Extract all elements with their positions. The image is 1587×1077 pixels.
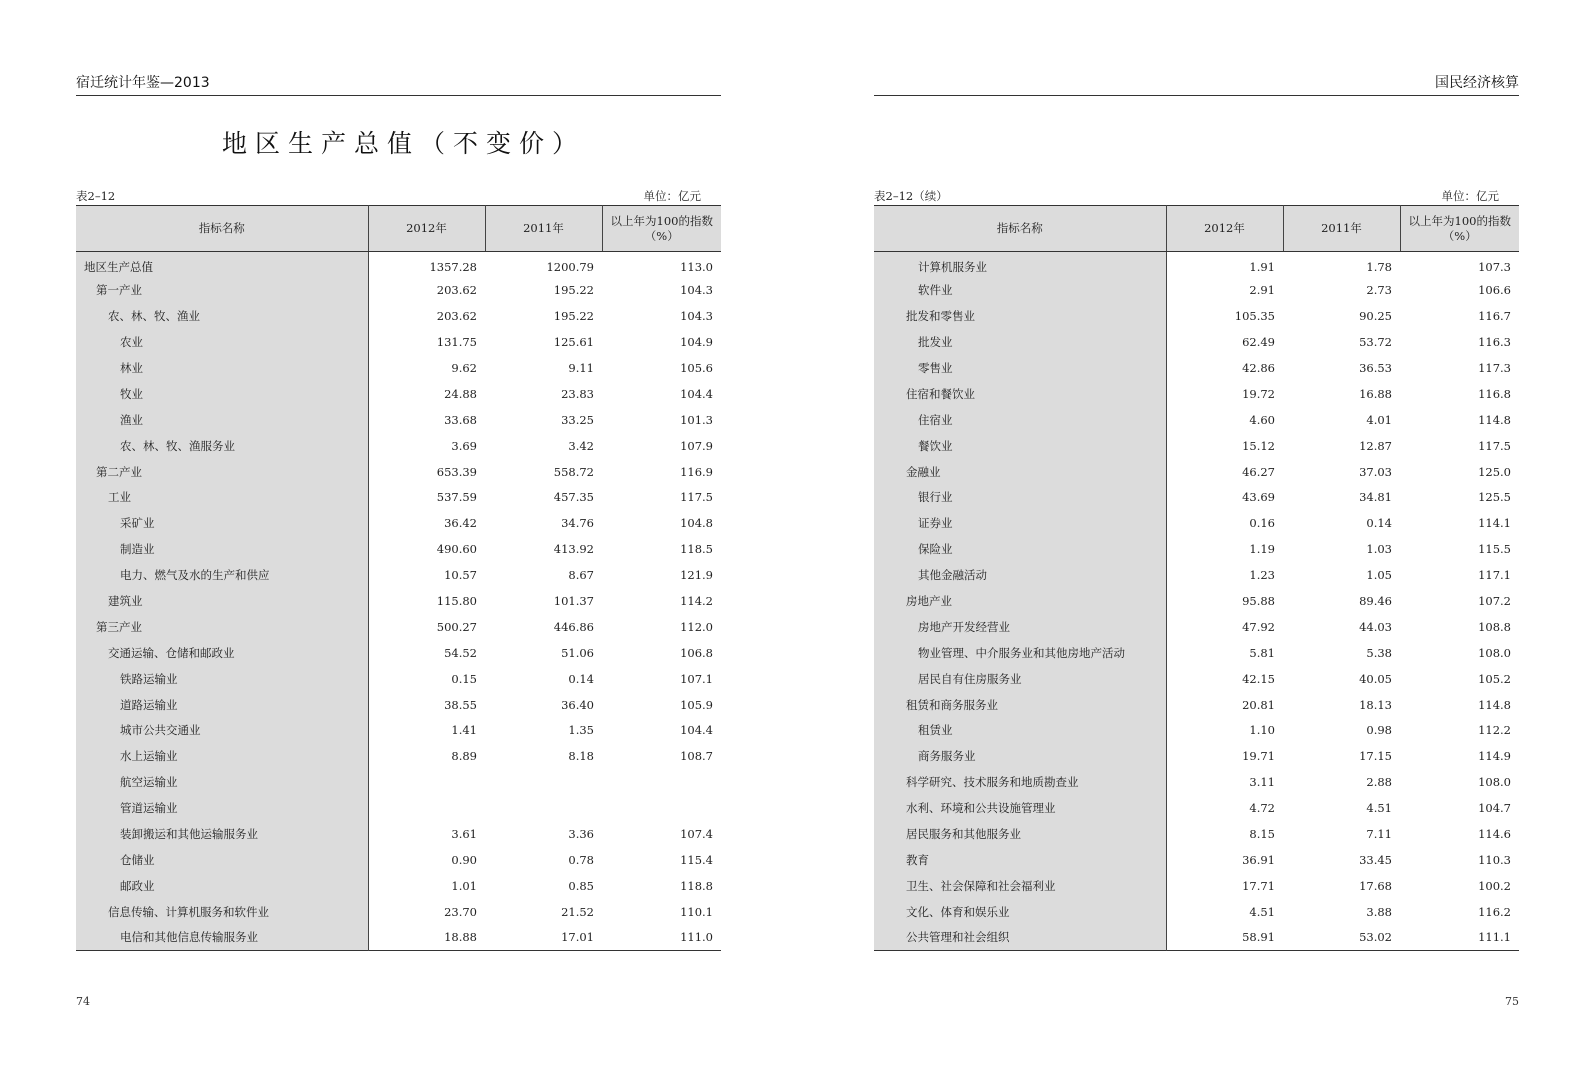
table-row — [76, 847, 721, 873]
value-2012: 1.41 — [451, 723, 477, 738]
table-row — [76, 407, 721, 433]
value-2012: 19.72 — [1242, 386, 1275, 401]
data-table-right — [874, 205, 1519, 951]
table-row — [874, 718, 1519, 744]
table-row — [76, 536, 721, 562]
value-index: 107.2 — [1478, 594, 1511, 609]
value-index: 114.1 — [1478, 516, 1511, 531]
table-number: 表2–12 — [76, 189, 116, 203]
value-index: 100.2 — [1478, 878, 1511, 893]
row-name: 保险业 — [874, 536, 1166, 562]
value-2011: 101.37 — [553, 594, 594, 609]
value-2011: 5.38 — [1366, 645, 1392, 660]
value-2012: 47.92 — [1242, 619, 1275, 634]
table-row — [874, 588, 1519, 614]
table-header-row — [874, 206, 1519, 252]
value-2011: 195.22 — [553, 283, 594, 298]
value-index: 110.3 — [1478, 852, 1511, 867]
table-row — [76, 873, 721, 899]
value-index: 108.8 — [1478, 619, 1511, 634]
value-2012: 4.51 — [1249, 904, 1275, 919]
table-row — [76, 355, 721, 381]
table-meta-right — [874, 188, 1519, 204]
page-number-right: 75 — [1505, 995, 1519, 1008]
value-index: 112.2 — [1478, 723, 1511, 738]
value-index: 116.3 — [1478, 335, 1511, 350]
table-row — [76, 433, 721, 459]
value-2011: 0.98 — [1366, 723, 1392, 738]
value-2011: 34.81 — [1359, 490, 1392, 505]
table-row — [76, 718, 721, 744]
row-name: 道路运输业 — [76, 692, 368, 718]
value-index: 104.4 — [680, 723, 713, 738]
row-name: 软件业 — [874, 277, 1166, 303]
value-2011: 2.73 — [1366, 283, 1392, 298]
value-2012: 4.60 — [1249, 412, 1275, 427]
table-row — [76, 329, 721, 355]
table-row — [76, 666, 721, 692]
unit-label: 单位：亿元 — [643, 189, 701, 203]
value-2012: 1357.28 — [429, 259, 477, 274]
row-name: 林业 — [76, 355, 368, 381]
value-2012 — [368, 795, 485, 821]
value-index: 104.8 — [680, 516, 713, 531]
table-row — [76, 588, 721, 614]
value-2012: 38.55 — [444, 697, 477, 712]
row-name: 农、林、牧、渔服务业 — [76, 433, 368, 459]
header-2011: 2011年 — [485, 206, 602, 252]
table-row — [76, 692, 721, 718]
row-name: 其他金融活动 — [874, 562, 1166, 588]
value-index: 118.8 — [680, 878, 713, 893]
table-row — [874, 277, 1519, 303]
value-2011: 3.42 — [568, 438, 594, 453]
value-2012: 36.91 — [1242, 852, 1275, 867]
value-2011: 1.78 — [1366, 259, 1392, 274]
row-name: 仓储业 — [76, 847, 368, 873]
row-name: 证券业 — [874, 510, 1166, 536]
table-row — [76, 899, 721, 925]
table-meta-left — [76, 188, 721, 204]
row-name: 卫生、社会保障和社会福利业 — [874, 873, 1166, 899]
table-row — [874, 329, 1519, 355]
value-index: 114.2 — [680, 594, 713, 609]
value-index: 105.9 — [680, 697, 713, 712]
table-row — [76, 743, 721, 769]
value-index: 114.9 — [1478, 749, 1511, 764]
table-row — [76, 252, 721, 278]
unit-label-right: 单位：亿元 — [1441, 189, 1499, 203]
right-page — [874, 0, 1519, 1077]
table-row — [874, 510, 1519, 536]
table-body-left — [76, 252, 721, 951]
row-name: 商务服务业 — [874, 743, 1166, 769]
value-2012: 0.90 — [451, 852, 477, 867]
value-2011: 37.03 — [1359, 464, 1392, 479]
value-2011 — [485, 769, 602, 795]
value-2011: 2.88 — [1366, 775, 1392, 790]
row-name: 电信和其他信息传输服务业 — [76, 925, 368, 951]
table-row — [874, 821, 1519, 847]
row-name: 采矿业 — [76, 510, 368, 536]
value-2011: 44.03 — [1359, 619, 1392, 634]
value-2012 — [368, 769, 485, 795]
row-name: 农、林、牧、渔业 — [76, 303, 368, 329]
value-index: 116.2 — [1478, 904, 1511, 919]
running-head-right: 国民经济核算 — [874, 74, 1519, 96]
value-index: 110.1 — [680, 904, 713, 919]
row-name: 装卸搬运和其他运输服务业 — [76, 821, 368, 847]
table-row — [874, 769, 1519, 795]
table-row — [76, 562, 721, 588]
value-2011: 3.88 — [1366, 904, 1392, 919]
value-2011: 17.68 — [1359, 878, 1392, 893]
value-2011: 0.85 — [568, 878, 594, 893]
row-name: 城市公共交通业 — [76, 718, 368, 744]
value-index: 104.3 — [680, 283, 713, 298]
value-2012: 1.19 — [1249, 542, 1275, 557]
row-name: 第二产业 — [76, 459, 368, 485]
value-index: 117.5 — [1478, 438, 1511, 453]
row-name: 制造业 — [76, 536, 368, 562]
value-2011: 4.01 — [1366, 412, 1392, 427]
row-name: 第三产业 — [76, 614, 368, 640]
row-name: 邮政业 — [76, 873, 368, 899]
value-2012: 490.60 — [436, 542, 477, 557]
value-2012: 653.39 — [436, 464, 477, 479]
value-2012: 42.86 — [1242, 361, 1275, 375]
value-index: 104.9 — [680, 335, 713, 350]
value-2012: 17.71 — [1242, 878, 1275, 893]
row-name: 交通运输、仓储和邮政业 — [76, 640, 368, 666]
table-row — [76, 821, 721, 847]
value-2012: 5.81 — [1249, 645, 1275, 660]
table-row — [874, 640, 1519, 666]
left-page — [76, 0, 721, 1077]
value-2012: 18.88 — [444, 930, 477, 945]
value-index — [602, 795, 721, 821]
row-name: 住宿业 — [874, 407, 1166, 433]
table-number-cont: 表2–12（续） — [874, 189, 948, 203]
row-name: 铁路运输业 — [76, 666, 368, 692]
value-index: 107.9 — [680, 438, 713, 453]
value-2011: 1200.79 — [546, 259, 594, 274]
row-name: 教育 — [874, 847, 1166, 873]
row-name: 物业管理、中介服务业和其他房地产活动 — [874, 640, 1166, 666]
header-indicator: 指标名称 — [76, 206, 368, 252]
value-index: 111.1 — [1478, 930, 1511, 945]
row-name: 房地产业 — [874, 588, 1166, 614]
table-row — [874, 485, 1519, 511]
table-row — [76, 614, 721, 640]
value-2011: 8.67 — [568, 568, 594, 583]
value-index: 108.7 — [680, 749, 713, 764]
row-name: 居民服务和其他服务业 — [874, 821, 1166, 847]
value-2011: 18.13 — [1359, 697, 1392, 712]
value-2011: 33.25 — [561, 412, 594, 427]
value-2011: 36.53 — [1359, 361, 1392, 375]
value-2011: 0.14 — [1366, 516, 1392, 531]
table-row — [874, 873, 1519, 899]
table-row — [76, 485, 721, 511]
row-name: 金融业 — [874, 459, 1166, 485]
value-index: 115.5 — [1478, 542, 1511, 557]
value-2012: 42.15 — [1242, 671, 1275, 686]
table-row — [76, 925, 721, 951]
row-name: 租赁和商务服务业 — [874, 692, 1166, 718]
value-2012: 4.72 — [1249, 801, 1275, 816]
table-row — [874, 562, 1519, 588]
value-2011: 8.18 — [568, 749, 594, 764]
row-name: 第一产业 — [76, 277, 368, 303]
table-row — [874, 459, 1519, 485]
value-2011: 413.92 — [553, 542, 594, 557]
value-index: 106.8 — [680, 645, 713, 660]
table-row — [874, 899, 1519, 925]
value-2012: 2.91 — [1249, 283, 1275, 298]
value-2012: 3.11 — [1249, 775, 1275, 790]
value-2012: 33.68 — [444, 412, 477, 427]
table-row — [874, 666, 1519, 692]
table-row — [874, 536, 1519, 562]
row-name: 航空运输业 — [76, 769, 368, 795]
row-name: 农业 — [76, 329, 368, 355]
value-2012: 537.59 — [436, 490, 477, 505]
row-name: 渔业 — [76, 407, 368, 433]
table-row — [874, 795, 1519, 821]
value-2011: 1.35 — [568, 723, 594, 738]
value-2012: 23.70 — [444, 904, 477, 919]
row-name: 地区生产总值 — [76, 252, 368, 278]
value-index: 117.5 — [680, 490, 713, 505]
value-2011: 558.72 — [553, 464, 594, 479]
value-2011: 36.40 — [561, 697, 594, 712]
value-2012: 19.71 — [1242, 749, 1275, 764]
row-name: 批发业 — [874, 329, 1166, 355]
table-row — [76, 640, 721, 666]
value-2012: 0.15 — [451, 671, 477, 686]
value-2011: 7.11 — [1366, 827, 1392, 842]
value-2012: 9.62 — [451, 361, 477, 375]
value-index: 111.0 — [680, 930, 713, 945]
value-2012: 58.91 — [1242, 930, 1275, 945]
page-number-left: 74 — [76, 995, 90, 1008]
value-index: 115.4 — [680, 852, 713, 867]
table-row — [76, 510, 721, 536]
header-2012: 2012年 — [1166, 206, 1283, 252]
table-row — [874, 303, 1519, 329]
value-2012: 54.52 — [444, 645, 477, 660]
row-name: 水利、环境和公共设施管理业 — [874, 795, 1166, 821]
row-name: 建筑业 — [76, 588, 368, 614]
table-row — [874, 433, 1519, 459]
value-index: 116.9 — [680, 464, 713, 479]
value-2012: 36.42 — [444, 516, 477, 531]
value-index: 104.4 — [680, 386, 713, 401]
value-2012: 203.62 — [436, 283, 477, 298]
value-index: 104.7 — [1478, 801, 1511, 816]
value-2011: 457.35 — [553, 490, 594, 505]
value-2012: 62.49 — [1242, 335, 1275, 350]
value-2012: 500.27 — [436, 619, 477, 634]
value-2012: 1.10 — [1249, 723, 1275, 738]
row-name: 计算机服务业 — [874, 252, 1166, 278]
value-2012: 1.91 — [1249, 259, 1275, 274]
row-name: 文化、体育和娱乐业 — [874, 899, 1166, 925]
row-name: 水上运输业 — [76, 743, 368, 769]
value-index: 112.0 — [680, 619, 713, 634]
row-name: 租赁业 — [874, 718, 1166, 744]
row-name: 管道运输业 — [76, 795, 368, 821]
table-row — [874, 847, 1519, 873]
value-index: 121.9 — [680, 568, 713, 583]
running-head-left: 宿迁统计年鉴—2013 — [76, 74, 721, 96]
value-2011: 89.46 — [1359, 594, 1392, 609]
header-index: 以上年为100的指数（%） — [1400, 206, 1519, 252]
value-2012: 10.57 — [444, 568, 477, 583]
header-indicator: 指标名称 — [874, 206, 1166, 252]
value-2012: 131.75 — [436, 335, 477, 350]
value-2011: 90.25 — [1359, 309, 1392, 324]
value-index: 116.8 — [1478, 386, 1511, 401]
table-row — [874, 407, 1519, 433]
value-2011: 0.14 — [568, 671, 594, 686]
table-row — [76, 459, 721, 485]
value-2011: 195.22 — [553, 309, 594, 324]
row-name: 餐饮业 — [874, 433, 1166, 459]
value-2012: 115.80 — [436, 594, 477, 609]
value-index: 117.1 — [1478, 568, 1511, 583]
value-2011 — [485, 795, 602, 821]
row-name: 牧业 — [76, 381, 368, 407]
value-index: 114.8 — [1478, 412, 1511, 427]
value-index: 118.5 — [680, 542, 713, 557]
value-index: 125.0 — [1478, 464, 1511, 479]
value-index: 107.3 — [1478, 259, 1511, 274]
table-row — [76, 277, 721, 303]
value-2011: 17.15 — [1359, 749, 1392, 764]
value-2012: 3.61 — [451, 827, 477, 842]
value-index: 105.2 — [1478, 671, 1511, 686]
row-name: 银行业 — [874, 485, 1166, 511]
value-2011: 21.52 — [561, 904, 594, 919]
value-2011: 12.87 — [1359, 438, 1392, 453]
value-index: 117.3 — [1478, 361, 1511, 375]
table-row — [76, 303, 721, 329]
row-name: 居民自有住房服务业 — [874, 666, 1166, 692]
value-2012: 1.23 — [1249, 568, 1275, 583]
value-2011: 53.72 — [1359, 335, 1392, 350]
value-2011: 53.02 — [1359, 930, 1392, 945]
value-index: 104.3 — [680, 309, 713, 324]
row-name: 工业 — [76, 485, 368, 511]
header-2011: 2011年 — [1283, 206, 1400, 252]
table-row — [874, 692, 1519, 718]
value-2011: 40.05 — [1359, 671, 1392, 686]
value-2011: 1.03 — [1366, 542, 1392, 557]
value-2011: 34.76 — [561, 516, 594, 531]
value-2012: 105.35 — [1234, 309, 1275, 324]
row-name: 科学研究、技术服务和地质勘查业 — [874, 769, 1166, 795]
row-name: 住宿和餐饮业 — [874, 381, 1166, 407]
value-index: 113.0 — [680, 259, 713, 274]
value-index: 108.0 — [1478, 645, 1511, 660]
value-2011: 3.36 — [568, 827, 594, 842]
value-2012: 20.81 — [1242, 697, 1275, 712]
value-index: 114.6 — [1478, 827, 1511, 842]
value-index: 106.6 — [1478, 283, 1511, 298]
value-2011: 4.51 — [1366, 801, 1392, 816]
table-header-row — [76, 206, 721, 252]
value-2012: 95.88 — [1242, 594, 1275, 609]
value-2012: 8.15 — [1249, 827, 1275, 842]
header-index: 以上年为100的指数（%） — [602, 206, 721, 252]
row-name: 电力、燃气及水的生产和供应 — [76, 562, 368, 588]
table-row — [874, 614, 1519, 640]
row-name: 零售业 — [874, 355, 1166, 381]
table-row — [874, 252, 1519, 278]
value-index: 107.4 — [680, 827, 713, 842]
value-2012: 0.16 — [1249, 516, 1275, 531]
page-title: 地区生产总值（不变价） — [222, 129, 586, 158]
value-2012: 3.69 — [451, 438, 477, 453]
value-2012: 1.01 — [451, 878, 477, 893]
value-2011: 125.61 — [553, 335, 594, 350]
table-row — [76, 769, 721, 795]
table-row — [874, 743, 1519, 769]
table-body-right — [874, 252, 1519, 951]
table-row — [76, 795, 721, 821]
table-row — [76, 381, 721, 407]
value-2012: 43.69 — [1242, 490, 1275, 505]
value-2011: 0.78 — [568, 852, 594, 867]
header-2012: 2012年 — [368, 206, 485, 252]
value-2011: 17.01 — [561, 930, 594, 945]
value-2012: 46.27 — [1242, 464, 1275, 479]
row-name: 批发和零售业 — [874, 303, 1166, 329]
value-2011: 16.88 — [1359, 386, 1392, 401]
value-2012: 8.89 — [451, 749, 477, 764]
value-2012: 15.12 — [1242, 438, 1275, 453]
table-row — [874, 381, 1519, 407]
value-index: 108.0 — [1478, 775, 1511, 790]
value-2011: 33.45 — [1359, 852, 1392, 867]
table-row — [874, 355, 1519, 381]
row-name: 房地产开发经营业 — [874, 614, 1166, 640]
value-index: 105.6 — [680, 361, 713, 375]
value-2011: 1.05 — [1366, 568, 1392, 583]
table-row — [874, 925, 1519, 951]
row-name: 公共管理和社会组织 — [874, 925, 1166, 951]
value-2011: 9.11 — [568, 361, 594, 375]
value-2012: 24.88 — [444, 386, 477, 401]
value-2011: 51.06 — [561, 645, 594, 660]
value-2012: 203.62 — [436, 309, 477, 324]
value-2011: 23.83 — [561, 386, 594, 401]
value-2011: 446.86 — [553, 619, 594, 634]
value-index: 107.1 — [680, 671, 713, 686]
value-index: 101.3 — [680, 412, 713, 427]
value-index: 125.5 — [1478, 490, 1511, 505]
data-table-left — [76, 205, 721, 951]
value-index — [602, 769, 721, 795]
row-name: 信息传输、计算机服务和软件业 — [76, 899, 368, 925]
value-index: 114.8 — [1478, 697, 1511, 712]
value-index: 116.7 — [1478, 309, 1511, 324]
